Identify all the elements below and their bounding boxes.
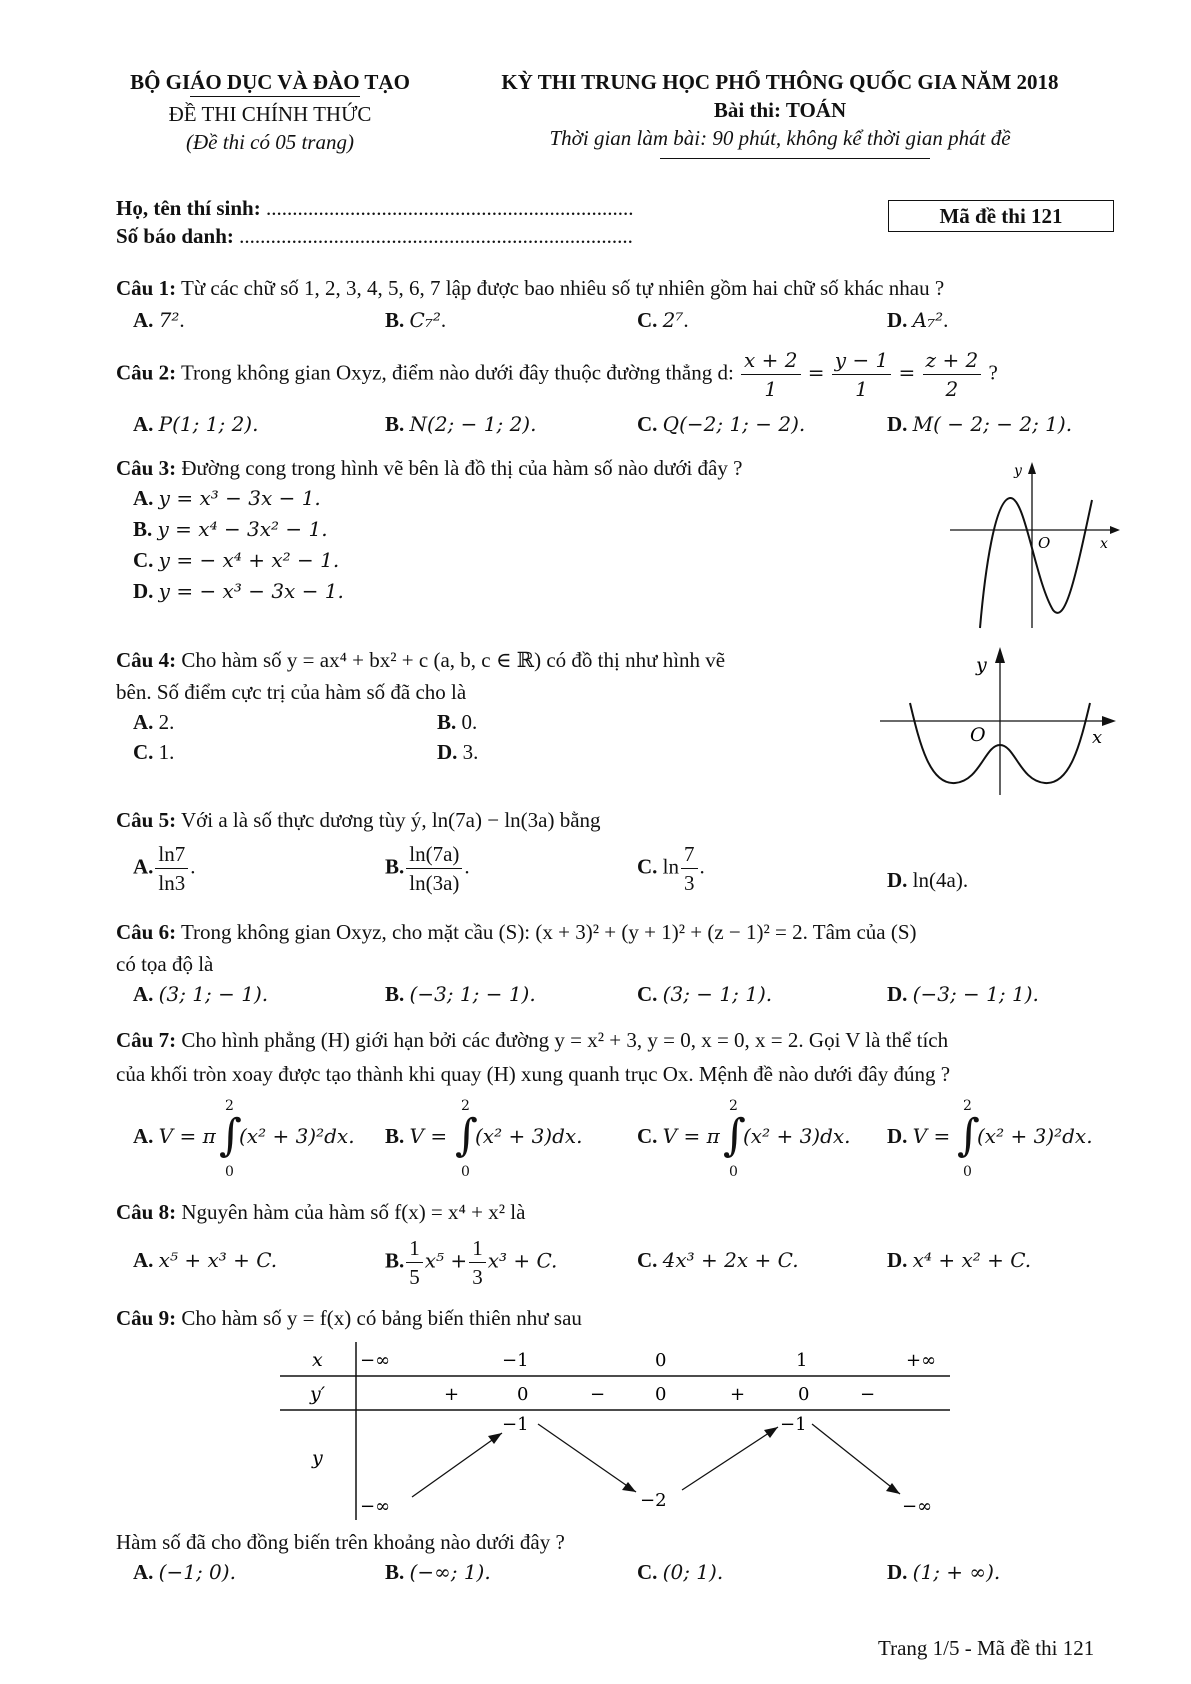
q7-label: Câu 7:: [116, 1028, 177, 1052]
q9-x-val-0: −∞: [360, 1350, 391, 1371]
q2-option-c: C. Q(−2; 1; − 2).: [637, 412, 806, 436]
q9-x-val-3: 1: [796, 1350, 808, 1371]
q4-label: Câu 4:: [116, 648, 177, 672]
q7-option-d: D. V = 2 ∫ 0 (x² + 3)²dx.: [887, 1098, 1093, 1180]
q1-c-text: 2⁷: [662, 308, 684, 332]
q9-sign-0: +: [444, 1384, 460, 1405]
q5-label: Câu 5:: [116, 808, 177, 832]
q3-option-a: A. y = x³ − 3x − 1.: [133, 486, 321, 510]
q9-sign-3: 0: [655, 1384, 667, 1405]
page-footer: Trang 1/5 - Mã đề thi 121: [878, 1636, 1095, 1660]
q9-label: Câu 9:: [116, 1306, 177, 1330]
q1-option-b: B. C₇².: [385, 308, 447, 332]
q3-x-arrow-icon: [1110, 526, 1120, 534]
q5-option-d: D. ln(4a).: [887, 868, 969, 892]
q9-y-val-1: −1: [502, 1414, 529, 1435]
q9-stem: [116, 1306, 582, 1331]
q8-label: Câu 8:: [116, 1200, 177, 1224]
exam-subject: Bài thi: TOÁN: [713, 98, 847, 122]
q9-arrow-up-2: [682, 1427, 778, 1490]
q6-stem-line2: có tọa độ là: [116, 952, 214, 976]
q9-arrow-down-2: [812, 1424, 900, 1494]
q4-y-label: y: [976, 654, 987, 676]
q6-option-c: C. (3; − 1; 1).: [637, 982, 773, 1006]
q7-option-b: B. V = 2 ∫ 0 (x² + 3)dx.: [385, 1098, 583, 1180]
q3-stem: [116, 456, 742, 481]
q1-option-c: C. 2⁷.: [637, 308, 689, 332]
q2-option-a: A. P(1; 1; 2).: [133, 412, 259, 436]
q9-row-x: x: [312, 1349, 323, 1371]
q7-stem-line2: của khối tròn xoay được tạo thành khi quay (H) xung quanh trục Ox. Mệnh đề nào dưới đây đúng ?: [116, 1062, 951, 1086]
q3-option-c: C. y = − x⁴ + x² − 1.: [133, 548, 340, 572]
q3-origin-label: O: [1038, 534, 1051, 552]
q1-text: Từ các chữ số 1, 2, 3, 4, 5, 6, 7 lập được bao nhiêu số tự nhiên gồm hai chữ số khác nhau ?: [180, 276, 945, 300]
q4-option-b: B. 0.: [437, 710, 478, 734]
q3-option-d: D. y = − x³ − 3x − 1.: [133, 579, 344, 603]
q1-label: Câu 1:: [116, 276, 177, 300]
q3-text: Đường cong trong hình vẽ bên là đồ thị của hàm số nào dưới đây ?: [181, 456, 743, 480]
q3-y-label: y: [1014, 463, 1022, 479]
q9-arrowhead-up-2-icon: [764, 1427, 778, 1438]
q9-row-y: y: [312, 1447, 323, 1469]
q9-x-val-2: 0: [655, 1350, 667, 1371]
q1-option-a: A. 7².: [133, 308, 185, 332]
q7-stem-line1: [116, 1028, 948, 1053]
q4-x-label: x: [1092, 727, 1103, 748]
q3-curve: [980, 498, 1092, 628]
q9-arrow-down-1: [538, 1424, 636, 1492]
q3-option-b: B. y = x⁴ − 3x² − 1.: [133, 517, 328, 541]
header-underline-right: [660, 158, 930, 159]
q2-label: Câu 2:: [116, 360, 177, 385]
q5-text: Với a là số thực dương tùy ý, ln(7a) − ln(3a) bằng: [180, 808, 601, 832]
q4-option-a: A. 2.: [133, 710, 175, 734]
q1-stem: [116, 276, 944, 301]
q5-option-b: B. $\frac{\ln(7a)}{\ln(3a)}$ .: [385, 842, 470, 895]
q9-option-b: B. (−∞; 1).: [385, 1560, 491, 1584]
exam-code-box: Mã đề thi 121: [888, 200, 1114, 232]
q9-arrow-up-1: [412, 1433, 502, 1497]
q7-text1: Cho hình phẳng (H) giới hạn bởi các đường y = x² + 3, y = 0, x = 0, x = 2. Gọi V là thể tích: [181, 1028, 949, 1052]
q2-option-d: D. M( − 2; − 2; 1).: [887, 412, 1073, 436]
q9-x-val-4: +∞: [906, 1350, 937, 1371]
q8-option-b: B. $\frac{1}{5}$ x⁵ + $\frac{1}{3}$ x³ + C.: [385, 1236, 558, 1289]
candidate-id-label: Số báo danh:: [116, 224, 234, 248]
q9-variation-table: [280, 1340, 960, 1525]
q6-option-d: D. (−3; − 1; 1).: [887, 982, 1039, 1006]
q9-option-d: D. (1; + ∞).: [887, 1560, 1001, 1584]
q5-option-c: C. ln $\frac{7}{3}$ .: [637, 842, 705, 895]
q8-option-a: A. x⁵ + x³ + C.: [133, 1248, 278, 1272]
q4-graph: [880, 645, 1120, 795]
q8-text: Nguyên hàm của hàm số f(x) = x⁴ + x² là: [181, 1200, 526, 1224]
q6-label: Câu 6:: [116, 920, 177, 944]
q2-option-b: B. N(2; − 1; 2).: [385, 412, 537, 436]
q1-d-text: A₇²: [912, 308, 944, 332]
candidate-id-dots: ...........................................................................: [239, 224, 633, 248]
q9-sign-6: −: [860, 1384, 876, 1405]
q5-option-a: A. $\frac{\ln 7}{\ln 3}$ .: [133, 842, 196, 895]
q4-text1: Cho hàm số y = ax⁴ + bx² + c (a, b, c ∈ ℝ) có đồ thị như hình vẽ: [181, 648, 726, 672]
q9-text: Cho hàm số y = f(x) có bảng biến thiên như sau: [181, 1306, 582, 1330]
candidate-id-row: [116, 224, 633, 249]
q4-origin-label: O: [970, 724, 986, 746]
q5-stem: [116, 808, 601, 833]
q9-sign-1: 0: [517, 1384, 529, 1405]
q3-x-label: x: [1100, 536, 1108, 552]
candidate-name-row: [116, 196, 633, 221]
q9-y-val-4: −∞: [902, 1496, 933, 1517]
q1-option-d: D. A₇².: [887, 308, 949, 332]
q3-graph: [950, 460, 1120, 630]
q9-sign-4: +: [730, 1384, 746, 1405]
q8-option-d: D. x⁴ + x² + C.: [887, 1248, 1032, 1272]
q3-y-arrow-icon: [1028, 462, 1036, 474]
q6-option-a: A. (3; 1; − 1).: [133, 982, 269, 1006]
q2-fraction-y: $\frac{y - 1}{1}$: [832, 346, 892, 403]
ministry-name: BỘ GIÁO DỤC VÀ ĐÀO TẠO: [130, 70, 410, 94]
q7-option-a: A. V = π 2 ∫ 0 (x² + 3)²dx.: [133, 1098, 355, 1180]
q2-text: Trong không gian Oxyz, điểm nào dưới đây thuộc đường thẳng d:: [180, 360, 734, 385]
q4-option-c: C. 1.: [133, 740, 175, 764]
q9-y-val-0: −∞: [360, 1496, 391, 1517]
exam-title: KỲ THI TRUNG HỌC PHỔ THÔNG QUỐC GIA NĂM 2018: [501, 70, 1059, 94]
q7-option-c: C. V = π 2 ∫ 0 (x² + 3)dx.: [637, 1098, 851, 1180]
q4-y-arrow-icon: [995, 647, 1005, 663]
q9-y-val-3: −1: [780, 1414, 807, 1435]
pages-note: (Đề thi có 05 trang): [186, 130, 354, 154]
q9-row-dy: y′: [310, 1383, 326, 1405]
time-note: Thời gian làm bài: 90 phút, không kể thời gian phát đề: [549, 126, 1011, 150]
q2-fraction-z: $\frac{z + 2}{2}$: [923, 346, 982, 403]
q4-stem-line2: bên. Số điểm cực trị của hàm số đã cho là: [116, 680, 467, 704]
q2-stem: Câu 2: Trong không gian Oxyz, điểm nào dưới đây thuộc đường thẳng d: $\frac{x + 2}{1}$ = $\frac{y - 1}{1}$ = $\frac{z + 2}{2}$ ?: [116, 348, 998, 401]
q4-stem-line1: [116, 648, 725, 673]
q8-stem: [116, 1200, 525, 1225]
q9-question: Hàm số đã cho đồng biến trên khoảng nào dưới đây ?: [116, 1530, 565, 1554]
q6-option-b: B. (−3; 1; − 1).: [385, 982, 536, 1006]
q9-y-val-2: −2: [640, 1490, 667, 1511]
header-underline-left: [190, 96, 360, 97]
q9-x-val-1: −1: [502, 1350, 529, 1371]
q8-option-c: C. 4x³ + 2x + C.: [637, 1248, 799, 1272]
q9-option-c: C. (0; 1).: [637, 1560, 724, 1584]
candidate-name-dots: ......................................................................: [265, 196, 634, 220]
q6-text1: Trong không gian Oxyz, cho mặt cầu (S): (x + 3)² + (y + 1)² + (z − 1)² = 2. Tâm của (S): [180, 920, 917, 944]
q9-arrowhead-up-1-icon: [488, 1433, 502, 1444]
q1-a-text: 7²: [158, 308, 180, 332]
q6-stem-line1: [116, 920, 917, 945]
q4-x-arrow-icon: [1102, 716, 1116, 726]
q1-b-text: C₇²: [409, 308, 441, 332]
q9-sign-5: 0: [798, 1384, 810, 1405]
official-label: ĐỀ THI CHÍNH THỨC: [168, 102, 372, 126]
q4-option-d: D. 3.: [437, 740, 479, 764]
candidate-name-label: Họ, tên thí sinh:: [116, 196, 261, 220]
q9-sign-2: −: [590, 1384, 606, 1405]
q2-fraction-x: $\frac{x + 2}{1}$: [741, 346, 800, 403]
q9-option-a: A. (−1; 0).: [133, 1560, 236, 1584]
q3-label: Câu 3:: [116, 456, 177, 480]
